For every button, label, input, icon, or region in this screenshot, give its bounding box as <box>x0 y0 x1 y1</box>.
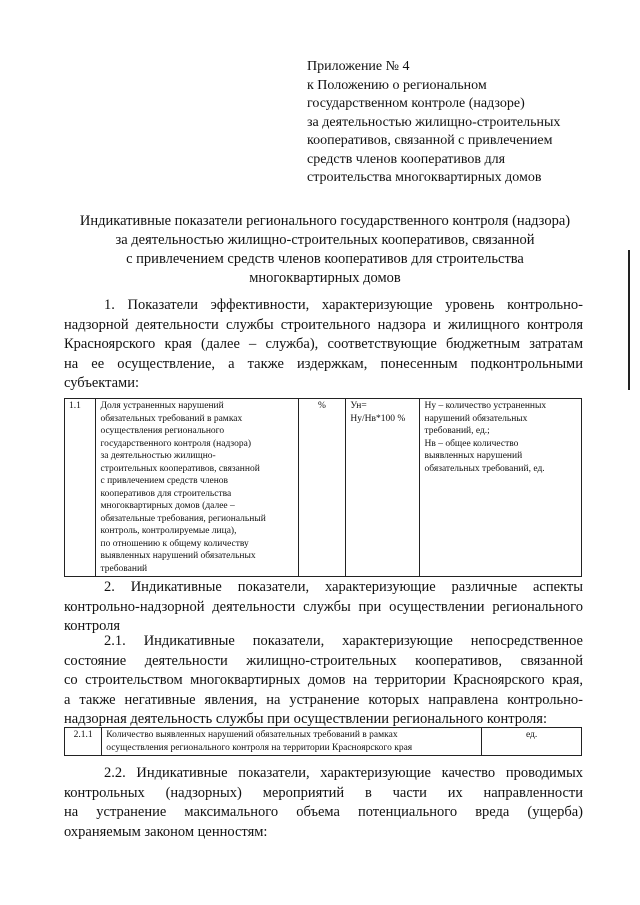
title-line: многоквартирных домов <box>249 270 401 286</box>
cell-line: по отношению к общему количеству <box>100 538 249 549</box>
paragraph-line: субъектами: <box>64 375 140 391</box>
appendix-line: к Положению о региональном <box>307 77 487 93</box>
cell-line: кооперативов для строительства <box>100 488 232 499</box>
cell-line: государственного контроля (надзора) <box>100 438 251 449</box>
indicator-table-1 <box>64 398 582 577</box>
cell-line: выявленных нарушений <box>424 451 523 461</box>
paragraph-line: надзорная деятельность службы при осуществлении регионального контроля: <box>64 711 547 727</box>
title-line: Индикативные показатели регионального государственного контроля (надзора) <box>79 213 571 229</box>
appendix-line: кооперативов, связанной с привлечением <box>307 133 553 148</box>
cell-line: обязательные требования, региональный <box>100 513 266 524</box>
paragraph-line: охраняемым законом ценностям: <box>64 823 268 840</box>
paragraph-line: 2. Индикативные показатели, характеризующие различные аспекты <box>104 579 583 595</box>
unit-cell: % <box>298 399 346 577</box>
document-title <box>40 212 610 288</box>
paragraph-line: контрольных (надзорных) мероприятий в части их направленности <box>64 784 583 801</box>
cell-line: осуществления регионального контроля на территории Красноярского края <box>106 742 413 753</box>
formula-cell <box>346 399 420 577</box>
cell-line: нарушений обязательных <box>424 413 528 424</box>
cell-line: строительных кооперативов, связанной <box>100 463 260 474</box>
paragraph-line: 1. Показатели эффективности, характеризующие уровень контрольно- <box>104 297 583 313</box>
row-number: 1.1 <box>65 399 96 577</box>
paragraph-line: на ее осуществление, а также издержкам, понесенным подконтрольными <box>64 355 583 372</box>
cell-line: осуществления регионального <box>100 426 225 436</box>
cell-line: многоквартирных домов (далее – <box>100 501 235 511</box>
appendix-header <box>307 58 607 188</box>
cell-line: требований <box>100 563 148 574</box>
paragraph-line: а также негативные явления, на устранение которых направлена контрольно- <box>64 691 583 708</box>
paragraph-line: 2.2. Индикативные показатели, характеризующие качество проводимых <box>104 765 583 781</box>
cell-line: с привлечением средств членов <box>100 476 229 486</box>
paragraph-line: со строительством многоквартирных домов на территории Красноярского края, <box>64 672 583 688</box>
section-2-paragraph <box>64 578 583 637</box>
cell-line: Нв – общее количество <box>424 438 519 449</box>
indicator-name <box>96 399 298 577</box>
cell-line: за деятельностью жилищно- <box>100 451 216 461</box>
section-1-paragraph <box>64 296 583 394</box>
scan-edge-mark <box>628 250 630 390</box>
paragraph-line: Красноярского края (далее – служба), соответствующие бюджетным затратам <box>64 336 583 352</box>
table-row <box>65 399 582 577</box>
cell-line: требований, ед.; <box>424 426 490 436</box>
paragraph-line: контроля <box>64 618 121 634</box>
paragraph-line: состояние деятельности жилищно-строительных кооперативов, связанной <box>64 652 583 669</box>
table-row <box>65 728 582 756</box>
cell-line: выявленных нарушений обязательных <box>100 551 256 561</box>
paragraph-line: 2.1. Индикативные показатели, характеризующие непосредственное <box>104 633 583 649</box>
paragraph-line: надзорной деятельности службы строительного надзора и жилищного контроля <box>64 316 583 333</box>
title-line: с привлечением средств членов кооперативов для строительства <box>126 251 524 267</box>
unit-cell: ед. <box>482 728 582 756</box>
appendix-line: строительства многоквартирных домов <box>307 170 542 185</box>
appendix-line: государственном контроле (надзоре) <box>307 96 525 111</box>
section-2-1-paragraph <box>64 632 583 730</box>
cell-line: Ну/Нв*100 % <box>350 413 406 424</box>
indicator-name <box>102 728 482 756</box>
appendix-line: за деятельностью жилищно-строительных <box>307 114 561 130</box>
cell-line: контроль, контролируемые лица), <box>100 526 237 536</box>
row-number: 2.1.1 <box>65 728 102 756</box>
title-line: за деятельностью жилищно-строительных кооперативов, связанной <box>115 232 535 248</box>
cell-line: Доля устраненных нарушений <box>100 401 224 411</box>
cell-line: Ун= <box>350 401 367 411</box>
cell-line: обязательных требований в рамках <box>100 413 243 424</box>
cell-line: Количество выявленных нарушений обязательных требований в рамках <box>106 730 398 740</box>
cell-line: Ну – количество устраненных <box>424 401 547 411</box>
legend-cell <box>420 399 582 577</box>
paragraph-line: на устранение максимального объема потенциального вреда (ущерба) <box>64 804 583 820</box>
appendix-line: средств членов кооперативов для <box>307 151 506 167</box>
appendix-number: Приложение № 4 <box>307 59 410 74</box>
indicator-table-2 <box>64 727 582 756</box>
section-2-2-paragraph <box>64 764 583 842</box>
paragraph-line: контрольно-надзорной деятельности службы при осуществлении регионального <box>64 598 583 615</box>
cell-line: обязательных требований, ед. <box>424 463 545 474</box>
